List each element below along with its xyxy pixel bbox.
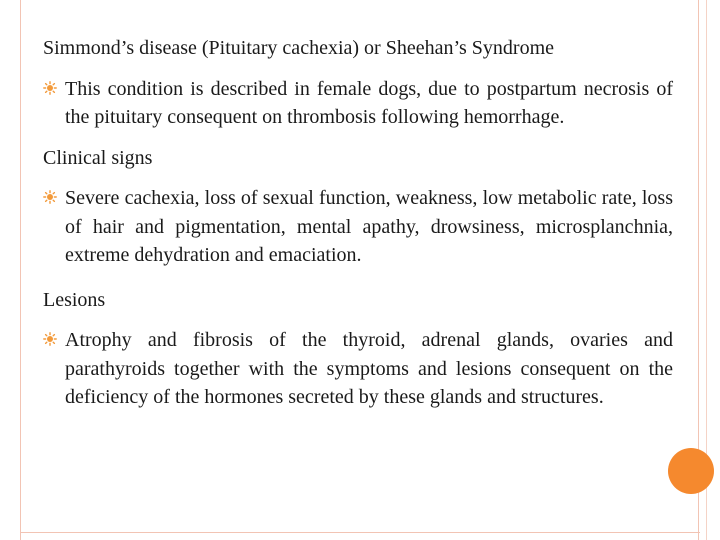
bullet-text: This condition is described in female dogs, due to postpartum necrosis of the pituitary consequent on thrombosis following hemorrhage. xyxy=(65,77,673,128)
bullet-item-clinical-signs xyxy=(43,184,673,270)
section-heading-clinical-signs: Clinical signs xyxy=(43,146,153,169)
bullet-text: Atrophy and fibrosis of the thyroid, adrenal glands, ovaries and parathyroids together with the symptoms and lesions consequent on the deficiency of the hormones secreted by these glands and structures. xyxy=(65,329,673,408)
section-heading-lesions: Lesions xyxy=(43,288,106,311)
slide-frame-bottom xyxy=(20,532,700,533)
bullet-text: Severe cachexia, loss of sexual function, weakness, low metabolic rate, loss of hair and pigmentation, mental apathy, drowsiness, microsplanchnia, extreme dehydration and emaciation. xyxy=(65,187,673,266)
slide-frame-left xyxy=(20,0,21,540)
bullet-item-description xyxy=(43,75,673,132)
slide-content xyxy=(43,34,673,420)
section-heading-syndrome: Simmond’s disease (Pituitary cachexia) or Sheehan’s Syndrome xyxy=(43,37,555,59)
sun-bullet-icon xyxy=(43,332,57,346)
accent-circle xyxy=(668,448,714,494)
sun-bullet-icon xyxy=(43,81,57,95)
sun-bullet-icon xyxy=(43,190,57,204)
bullet-item-lesions xyxy=(43,326,673,412)
